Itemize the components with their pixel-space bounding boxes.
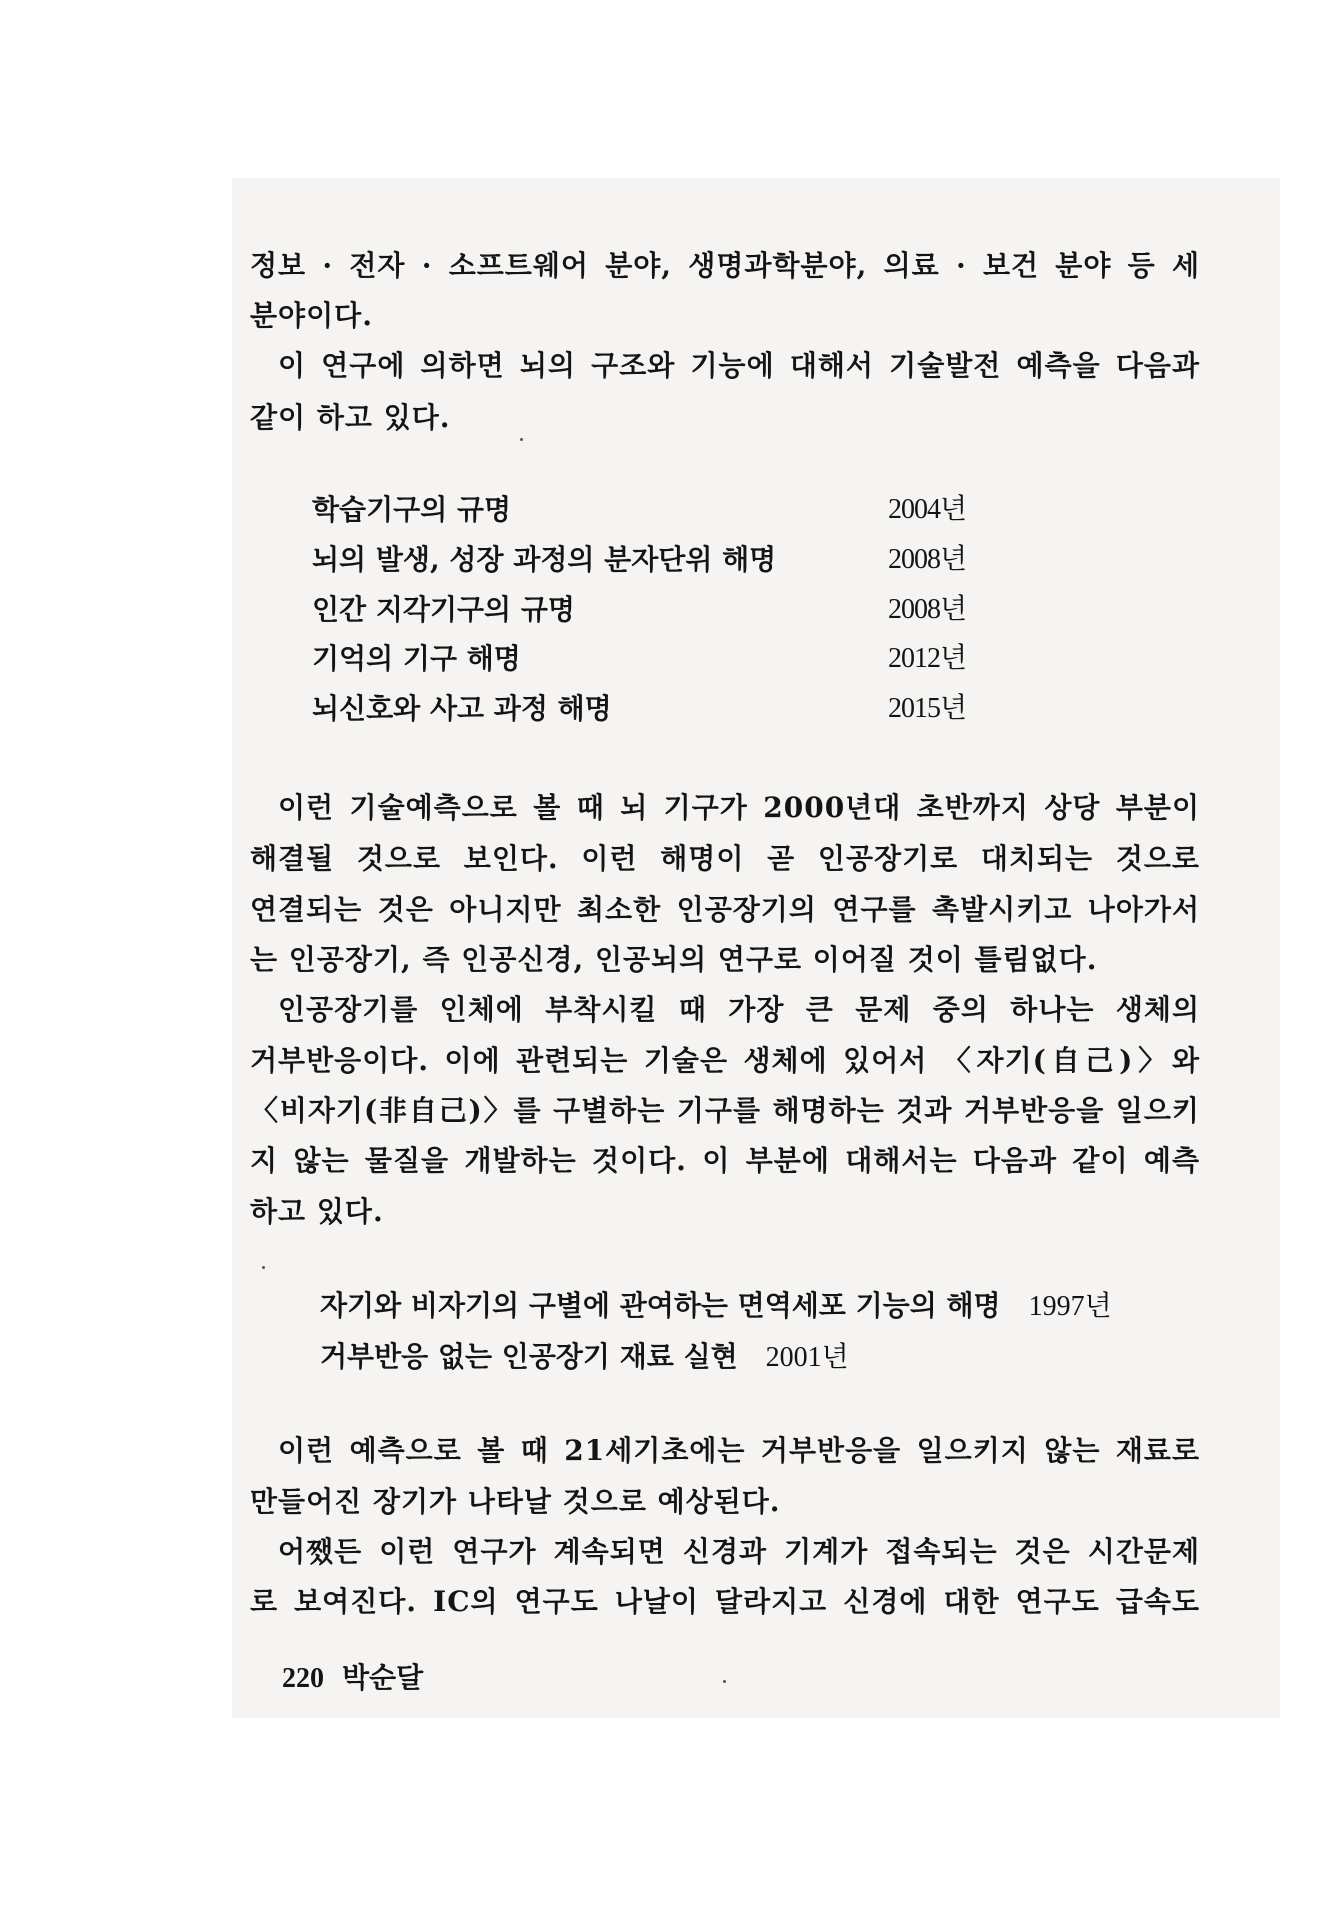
paragraph-2-line-2: 같이 하고 있다. [250,401,451,434]
page-number: 220 [282,1663,324,1694]
forecast-item: 기억의 기구 해명 [312,642,521,675]
forecast-row [312,592,982,628]
forecast-row [312,641,982,677]
forecast-row [312,542,982,578]
forecast-row [312,492,982,528]
forecast-year: 2004년 [888,494,967,525]
paragraph-4-line-1: 인공장기를 인체에 부착시킬 때 가장 큰 문제 중의 하나는 생체의 [278,993,1200,1026]
forecast-year: 2008년 [888,594,967,625]
paragraph-3-line-3: 연결되는 것은 아니지만 최소한 인공장기의 연구를 촉발시키고 나아가서 [250,893,1200,926]
forecast-year: 2001년 [765,1342,849,1373]
page-footer [282,1660,423,1697]
forecast-row [312,691,982,727]
forecast-year: 2008년 [888,544,967,575]
forecast-item: 학습기구의 규명 [312,493,512,526]
paragraph-5-line-2: 만들어진 장기가 나타날 것으로 예상된다. [250,1485,781,1518]
scan-speck [262,1266,265,1269]
forecast-item: 인간 지각기구의 규명 [312,593,575,626]
forecast-row [320,1338,849,1376]
paragraph-4-line-3: 〈비자기(非自己)〉를 구별하는 기구를 해명하는 것과 거부반응을 일으키 [250,1094,1200,1127]
author-name: 박순달 [342,1661,424,1694]
paragraph-3-line-2: 해결될 것으로 보인다. 이런 해명이 곧 인공장기로 대치되는 것으로 [250,842,1200,875]
forecast-item: 뇌의 발생, 성장 과정의 분자단위 해명 [312,543,777,576]
forecast-item: 뇌신호와 사고 과정 해명 [312,692,612,725]
forecast-row [320,1287,1112,1325]
paragraph-6-line-1: 어쨌든 이런 연구가 계속되면 신경과 기계가 접속되는 것은 시간문제 [278,1535,1200,1568]
forecast-item: 거부반응 없는 인공장기 재료 실현 [320,1340,738,1373]
forecast-year: 2015년 [888,693,967,724]
forecast-year: 2012년 [888,643,967,674]
scan-speck [520,438,523,441]
scan-speck [723,1680,726,1683]
paragraph-1-line-1: 정보 · 전자 · 소프트웨어 분야, 생명과학분야, 의료 · 보건 분야 등 세 [250,249,1200,282]
paragraph-3-line-4: 는 인공장기, 즉 인공신경, 인공뇌의 연구로 이어질 것이 틀림없다. [250,943,1098,976]
paragraph-3-line-1: 이런 기술예측으로 볼 때 뇌 기구가 2000년대 초반까지 상당 부분이 [278,791,1200,824]
paragraph-5-line-1: 이런 예측으로 볼 때 21세기초에는 거부반응을 일으키지 않는 재료로 [278,1434,1200,1467]
paragraph-2-line-1: 이 연구에 의하면 뇌의 구조와 기능에 대해서 기술발전 예측을 다음과 [278,349,1200,382]
forecast-item: 자기와 비자기의 구별에 관여하는 면역세포 기능의 해명 [320,1289,1001,1322]
paragraph-6-line-2: 로 보여진다. IC의 연구도 나날이 달라지고 신경에 대한 연구도 급속도 [250,1585,1200,1618]
paragraph-4-line-2: 거부반응이다. 이에 관련되는 기술은 생체에 있어서 〈자기(自己)〉와 [250,1044,1200,1077]
paragraph-4-line-4: 지 않는 물질을 개발하는 것이다. 이 부분에 대해서는 다음과 같이 예측 [250,1144,1200,1177]
forecast-year: 1997년 [1028,1291,1112,1322]
paragraph-1-line-2: 분야이다. [250,299,373,332]
paragraph-4-line-5: 하고 있다. [250,1195,384,1228]
